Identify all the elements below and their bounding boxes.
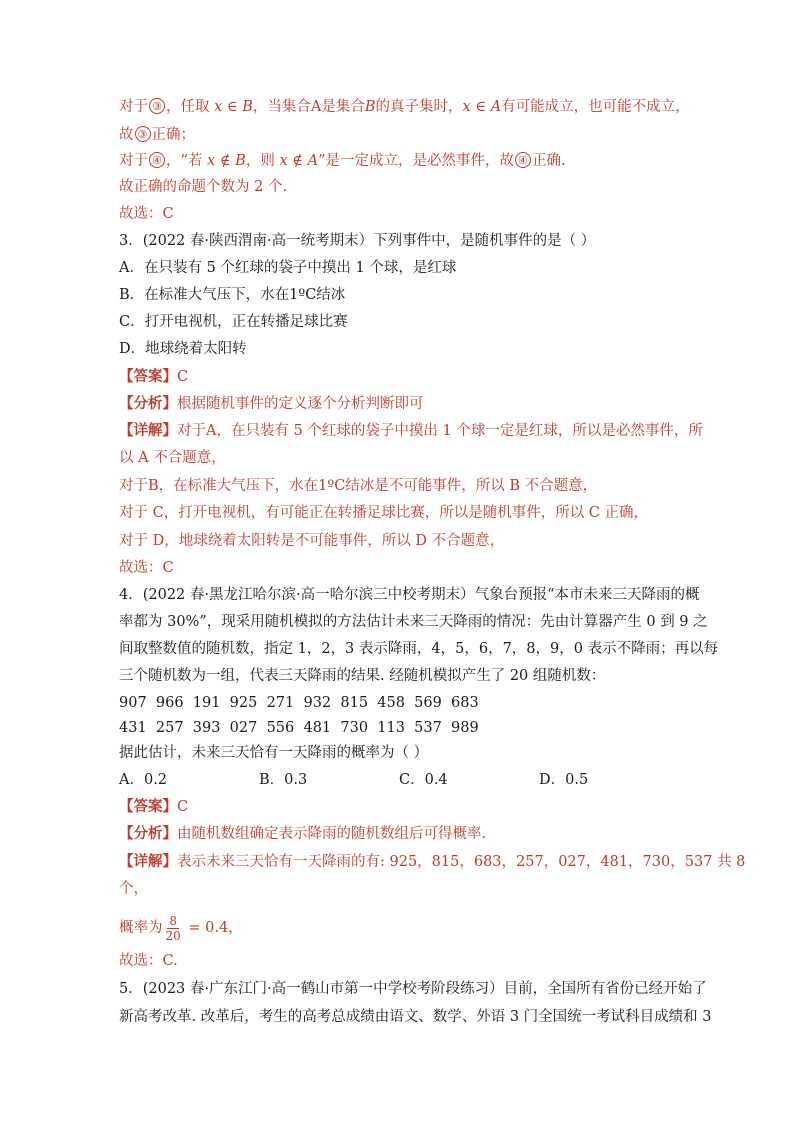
question-3-detail-4: 对于 C，打开电视机，有可能正在转播足球比赛，所以是随机事件，所以 C 正确， <box>119 505 649 521</box>
math-var: A <box>307 153 319 169</box>
question-3-stem: 3．(2022 春·陕西渭南·高一统考期末）下列事件中，是随机事件的是（ ） <box>119 233 596 249</box>
question-4-random-numbers-2: 431 257 393 027 556 481 730 113 537 989 <box>119 720 479 736</box>
math-var: x <box>279 153 288 169</box>
text: = 0.4， <box>183 920 243 936</box>
text: ，“若 <box>166 153 208 169</box>
question-5-stem-1: 5．(2023 春·广东江门·高一鹤山市第一中学校考阶段练习）目前，全国所有省份已经开始了 <box>119 981 707 997</box>
line-case3-condition <box>119 96 690 118</box>
question-4-option-c: C．0.4 <box>399 772 448 788</box>
math-var: A <box>490 99 502 115</box>
question-4-option-d: D．0.5 <box>539 772 589 788</box>
question-4-stem-4: 三个随机数为一组，代表三天降雨的结果. 经随机模拟产生了 20 组随机数： <box>119 668 606 684</box>
fraction <box>166 914 181 943</box>
question-3-option-b: B．在标准大气压下，水在1ºC结冰 <box>119 287 346 303</box>
detail-tag: 【详解】 <box>119 422 177 439</box>
text: 概率为 <box>119 920 163 936</box>
question-3-option-a: A．在只装有 5 个红球的袋子中摸出 1 个球，是红球 <box>119 260 457 276</box>
question-4-detail-2: 个， <box>119 881 148 897</box>
circled-4-icon: ④ <box>515 152 531 168</box>
question-4-option-b: B．0.3 <box>259 772 308 788</box>
question-4-option-a: A．0.2 <box>119 772 168 788</box>
detail-text: 表示未来三天恰有一天降雨的有: 925，815，683，257，027，481，730，537 共 8 <box>177 854 746 870</box>
math-op: ∉ <box>287 153 308 169</box>
circled-4-icon: ④ <box>149 152 165 168</box>
analysis-text: 根据随机事件的定义逐个分析判断即可 <box>177 396 424 412</box>
text: 的真子集时， <box>375 99 463 115</box>
question-5-stem-2: 新高考改革. 改革后，考生的高考总成绩由语文、数学、外语 3 门全国统一考试科目成绩和 3 <box>119 1009 712 1025</box>
math-op: ∈ <box>222 99 243 115</box>
text: ，当集合A是集合 <box>252 99 365 115</box>
question-4-stem-1: 4．(2022 春·黑龙江哈尔滨·高一哈尔滨三中校考期末）气象台预报“本市未来三天降雨的概 <box>119 587 700 603</box>
analysis-text: 由随机数组确定表示降雨的随机数组后可得概率. <box>177 826 487 842</box>
math-var: x <box>214 99 223 115</box>
question-3-choose: 故选：C <box>119 560 174 576</box>
fraction-denominator: 20 <box>165 928 181 943</box>
question-3-detail-3: 对于B，在标准大气压下，水在1ºC结冰是不可能事件，所以 B 不合题意， <box>119 478 598 494</box>
analysis-tag: 【分析】 <box>119 395 177 412</box>
question-4-analysis <box>119 823 486 845</box>
question-4-ask: 据此估计，未来三天恰有一天降雨的概率为（ ） <box>119 745 429 761</box>
circled-3-icon: ③ <box>149 98 165 114</box>
question-4-stem-2: 率都为 30%”，现采用随机模拟的方法估计未来三天降雨的情况：先由计算器产生 0 到 9 之 <box>119 614 708 630</box>
text: 正确. <box>531 153 566 169</box>
answer-tag: 【答案】 <box>119 798 177 815</box>
math-var: B <box>235 153 246 169</box>
text: ”是一定成立，是必然事件，故 <box>318 153 514 169</box>
math-op: ∉ <box>215 153 236 169</box>
question-4-random-numbers-1: 907 966 191 925 271 932 815 458 569 683 <box>119 695 479 711</box>
text: 故 <box>119 127 134 143</box>
question-3-option-c: C．打开电视机，正在转播足球比赛 <box>119 314 348 330</box>
line-case4 <box>119 150 566 172</box>
fraction-numerator: 8 <box>169 913 177 928</box>
question-4-choose: 故选：C. <box>119 953 178 969</box>
question-3-detail-1 <box>119 420 703 442</box>
answer-tag: 【答案】 <box>119 368 177 385</box>
detail-text: 对于A，在只装有 5 个红球的袋子中摸出 1 个球一定是红球，所以是必然事件，所 <box>177 423 703 439</box>
math-op: ∈ <box>470 99 491 115</box>
text: 对于 <box>119 153 148 169</box>
analysis-tag: 【分析】 <box>119 825 177 842</box>
line-count-conclusion: 故正确的命题个数为 2 个. <box>119 179 288 195</box>
circled-3-icon: ③ <box>135 126 151 142</box>
question-4-detail-1 <box>119 851 745 873</box>
math-var: B <box>242 99 253 115</box>
question-3-detail-5: 对于 D，地球绕着太阳转是不可能事件，所以 D 不合题意， <box>119 533 505 549</box>
question-4-answer <box>119 796 188 818</box>
math-var: x <box>207 153 216 169</box>
detail-tag: 【详解】 <box>119 853 177 870</box>
question-3-detail-2: 以 A 不合题意， <box>119 450 226 466</box>
question-4-probability <box>119 911 243 945</box>
question-3-option-d: D．地球绕着太阳转 <box>119 341 247 357</box>
math-var: x <box>462 99 471 115</box>
math-var: B <box>364 99 376 115</box>
text: 对于 <box>119 99 148 115</box>
answer-value: C <box>177 369 189 385</box>
answer-value: C <box>177 799 189 815</box>
question-4-stem-3: 间取整数值的随机数，指定 1，2，3 表示降雨，4，5，6，7，8，9，0 表示不降雨；再以每 <box>119 641 719 657</box>
line-choose-prev: 故选：C <box>119 206 174 222</box>
text: ，任取 <box>166 99 215 115</box>
question-4-options <box>119 769 588 791</box>
text: 有可能成立，也可能不成立， <box>501 99 690 115</box>
text: ，则 <box>245 153 280 169</box>
line-case3-conclusion <box>119 124 195 146</box>
question-3-analysis <box>119 393 424 415</box>
text: 正确； <box>151 127 195 143</box>
question-3-answer <box>119 366 188 388</box>
